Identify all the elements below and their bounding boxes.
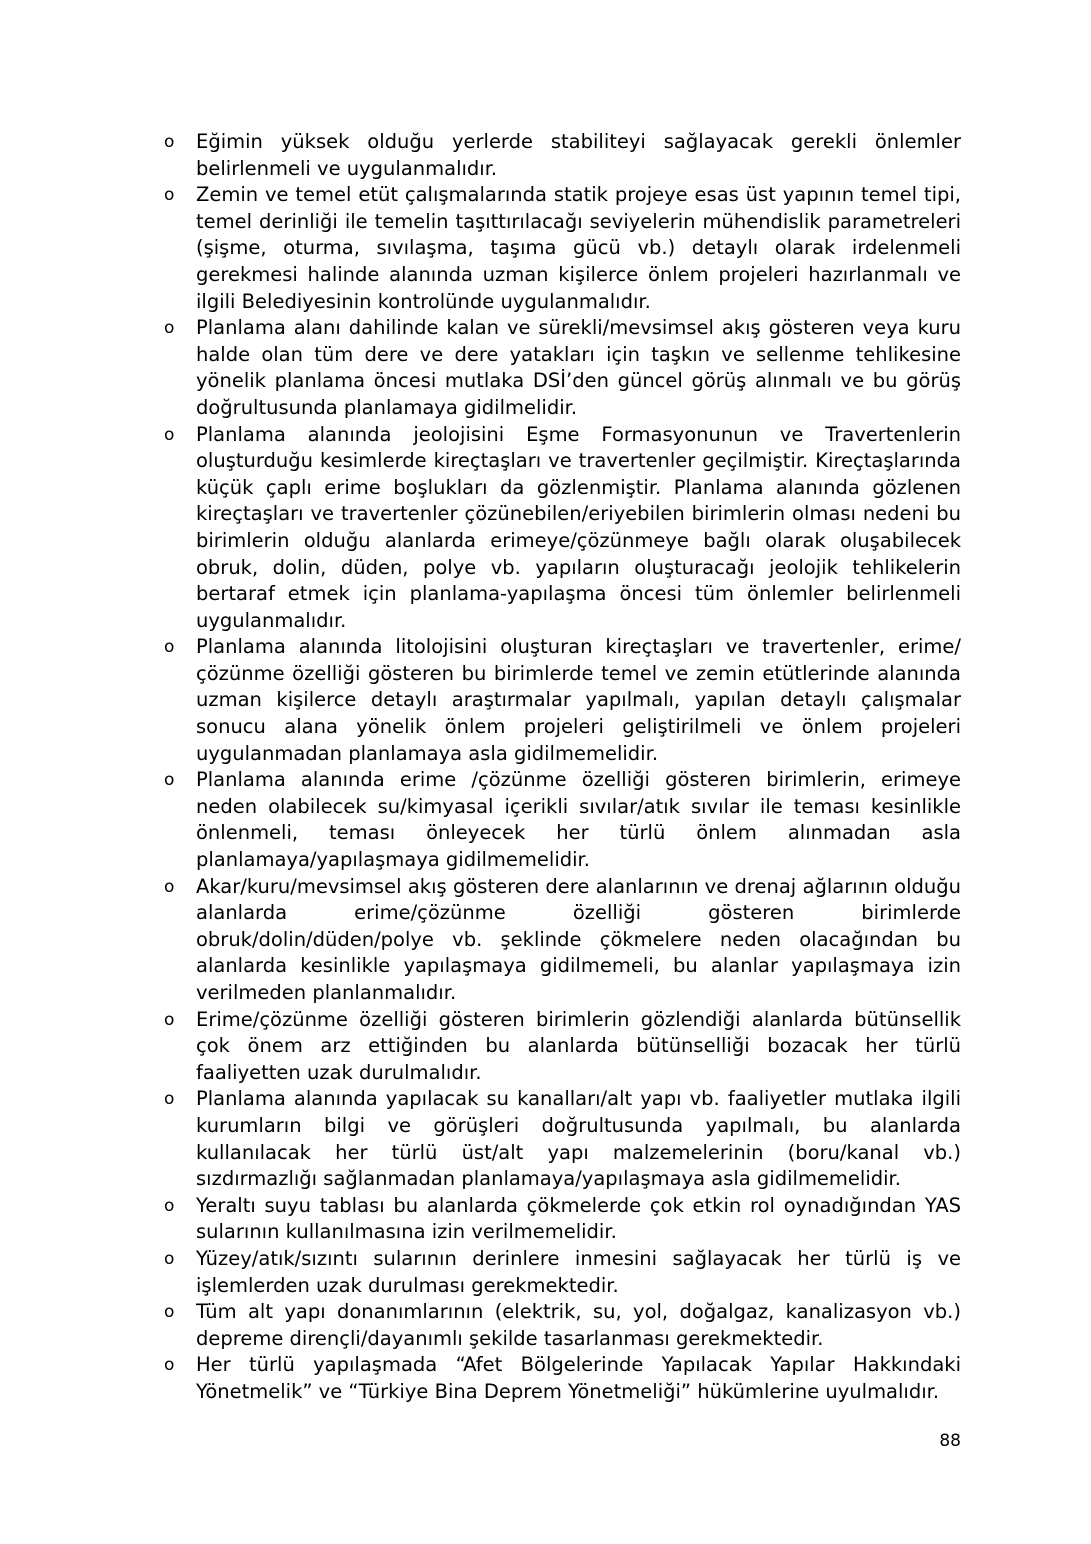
circle-bullet-icon: o [164,1355,175,1376]
list-item [164,1352,961,1405]
list-item-text: Tüm alt yapı donanımlarının (elektrik, su, yol, doğalgaz, kanalizasyon vb.) depreme dirençli/dayanımlı şekilde tasarlanması gerekmektedir. [196,1300,961,1350]
list-item-text: Planlama alanı dahilinde kalan ve sürekli/mevsimsel akış gösteren veya kuru halde olan tüm dere ve dere yatakları için taşkın ve sellenme tehlikesine yönelik planlama öncesi mutlaka DSİ’den güncel görüş alınmalı ve bu görüş doğrultusunda planlamaya gidilmelidir. [196,316,961,419]
list-item-text: Planlama alanında yapılacak su kanalları/alt yapı vb. faaliyetler mutlaka ilgili kurumların bilgi ve görüşleri doğrultusunda yapılmalı, bu alanlarda kullanılacak her türlü üst/alt yapı malzemelerinin (boru/kanal vb.) sızdırmazlığı sağlanmadan planlamaya/yapılaşmaya asla gidilmemelidir. [196,1087,961,1191]
circle-bullet-icon: o [164,770,175,791]
list-item [164,767,961,873]
list-item-text: Yeraltı suyu tablası bu alanlarda çökmelerde çok etkin rol oynadığından YAS sularının kullanılmasına izin verilmemelidir. [196,1193,961,1244]
list-item [164,422,961,635]
circle-bullet-icon: o [164,1089,175,1110]
circle-bullet-icon: o [164,1302,175,1323]
list-item [164,1193,961,1246]
list-item-text: Planlama alanında erime /çözünme özelliği gösteren birimlerin, erimeye neden olabilecek su/kimyasal içerikli sıvılar/atık sıvılar ile teması kesinlikle önlenmeli, teması önleyecek her türlü önlem alınmadan asla planlamaya/yapılaşmaya gidilmemelidir. [196,768,961,872]
list-item [164,182,961,315]
circle-bullet-icon: o [164,185,175,206]
list-item-text: Planlama alanında litolojisini oluşturan kireçtaşları ve travertenler, erime/çözünme özelliği gösteren bu birimlerde temel ve zemin etütlerinde alanında uzman kişilerce detaylı araştırmalar yapılmalı, yapılan detaylı çalışmalar sonucu alana yönelik önlem projeleri geliştirilmeli ve önlem projeleri uygulanmadan planlamaya asla gidilmemelidir. [196,635,961,765]
circle-bullet-icon: o [164,1009,175,1030]
document-body [164,129,961,1406]
list-item-text: Zemin ve temel etüt çalışmalarında statik projeye esas üst yapının temel tipi, temel derinliği ile temelin taşıttırılacağı seviyelerin mühendislik parametreleri (şişme, oturma, sıvılaşma, taşıma gücü vb.) detaylı olarak irdelenmeli gerekmesi halinde alanında uzman kişilerce önlem projeleri hazırlanmalı ve ilgili Belediyesinin kontrolünde uygulanmalıdır. [196,183,961,313]
circle-bullet-icon: o [164,318,175,339]
list-item [164,634,961,767]
list-item [164,874,961,1007]
circle-bullet-icon: o [164,1248,175,1269]
bullet-list [164,129,961,1406]
list-item-text: Erime/çözünme özelliği gösteren birimlerin gözlendiği alanlarda bütünsellik çok önem arz ettiğinden bu alanlarda bütünselliği bozacak her türlü faaliyetten uzak durulmalıdır. [196,1007,961,1084]
list-item [164,1246,961,1299]
circle-bullet-icon: o [164,637,175,658]
list-item-text: Yüzey/atık/sızıntı sularının derinlere inmesini sağlayacak her türlü iş ve işlemlerden uzak durulması gerekmektedir. [196,1246,961,1297]
list-item [164,1086,961,1192]
list-item [164,1299,961,1352]
list-item-text: Eğimin yüksek olduğu yerlerde stabiliteyi sağlayacak gerekli önlemler belirlenmeli ve uygulanmalıdır. [196,130,961,180]
list-item [164,1007,961,1087]
page-number: 88 [939,1431,961,1451]
list-item-text: Akar/kuru/mevsimsel akış gösteren dere alanlarının ve drenaj ağlarının olduğu alanlarda erime/çözünme özelliği gösteren birimlerde obruk/dolin/düden/polye vb. şeklinde çökmelere neden olacağından bu alanlarda kesinlikle yapılaşmaya gidilmemeli, bu alanlar yapılaşmaya izin verilmeden planlanmalıdır. [196,874,961,1004]
list-item-text: Her türlü yapılaşmada “Afet Bölgelerinde Yapılacak Yapılar Hakkındaki Yönetmelik” ve “Türkiye Bina Deprem Yönetmeliği” hükümlerine uyulmalıdır. [196,1353,961,1403]
circle-bullet-icon: o [164,876,175,897]
circle-bullet-icon: o [164,424,175,445]
circle-bullet-icon: o [164,132,175,152]
list-item-text: Planlama alanında jeolojisini Eşme Formasyonunun ve Travertenlerin oluşturduğu kesimlerde kireçtaşları ve travertenler geçilmiştir. Kireçtaşlarında küçük çaplı erime boşlukları da gözlenmiştir. Planlama alanında gözlenen kireçtaşları ve travertenler çözünebilen/eriyebilen birimlerin olması nedeni bu birimlerin olduğu alanlarda erimeye/çözünmeye bağlı olarak oluşabilecek obruk, dolin, düden, polye vb. yapıların oluşturacağı jeolojik tehlikelerin bertaraf etmek için planlama-yapılaşma öncesi tüm önlemler belirlenmeli uygulanmalıdır. [196,422,961,632]
list-item [164,315,961,421]
circle-bullet-icon: o [164,1195,175,1216]
list-item [164,129,961,182]
